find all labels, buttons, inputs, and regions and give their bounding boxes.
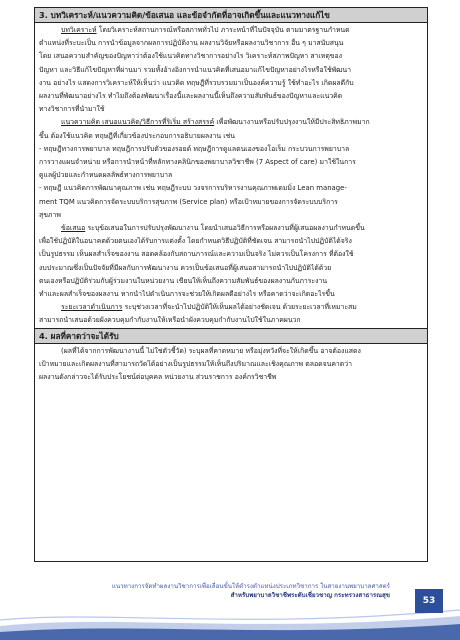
section3-header: 3. บทวิเคราะห์/แนวความคิด/ข้อเสนอ และข้อจำกัดที่อาจเกิดขึ้นและแนวทางแก้ไข [35, 8, 427, 23]
section3-line [39, 196, 423, 209]
section3-line-text: ขึ้น ต้องใช้แนวคิด ทฤษฎีที่เกี่ยวข้องประกอบการอธิบายผลงาน เช่น [39, 131, 235, 140]
section3-line [39, 209, 423, 222]
section3-line [39, 143, 423, 156]
section3-line [39, 288, 423, 301]
section3-line [39, 103, 423, 116]
section4-line: ผลงานดังกล่าวจะได้รับประโยชน์ต่อบุคคล หน่วยงาน ส่วนราชการ องค์กรวิชาชีพ [39, 373, 277, 382]
section3-line-lead: ระยะเวลาดำเนินการ [61, 303, 123, 312]
section3-line-lead: บทวิเคราะห์ [61, 26, 97, 34]
section3-line-text: ระบุข้อเสนอในการปรับปรุงพัฒนางาน โดยนำเสนอวิธีการหรือผลงานที่ผู้เสนอผลงานกำหนดขึ้น [85, 224, 365, 233]
section3-line [39, 116, 423, 129]
section3-line-text: เป็นรูปธรรม เห็นผลสำเร็จของงาน สอดคล้องกับสถานการณ์และความเป็นจริง ไม่ควรเป็นโครงการ ที่ต้องใช้ [39, 250, 354, 259]
section3-line-lead: แนวความคิด เสนอแนวคิด/วิธีการที่ริเริ่ม สร้างสรรค์ [61, 118, 215, 127]
section4-line: (ผลที่ได้จากการพัฒนางานนี้ ไม่ใช่ตัวชี้วัด) ระบุผลที่คาดหมาย หรือมุ่งหวังที่จะให้เกิดขึ้น อาจต้องแสดง [61, 346, 361, 355]
section3-line-text: ผลงานที่พัฒนาอย่างไร ทำไมถึงต้องพัฒนาเรื่องนี้และผลงานนี้เห็นถึงความสัมพันธ์ของปัญหาและแนวคิด [39, 92, 343, 101]
section3-line-text: - ทฤษฎีทางการพยาบาล ทฤษฎีการปรับตัวของรอยด์ ทฤษฎีการดูแลตนเองของโอเร็ม กระบวนการพยาบาล [39, 144, 350, 153]
section3-line-lead: ข้อเสนอ [61, 224, 86, 233]
section3-line-text: งบประมาณซึ่งเป็นปัจจัยที่มีผลกับการพัฒนางาน ควรเป็นข้อเสนอที่ผู้เสนอสามารถนำไปปฏิบัติได้ด้วย [39, 263, 332, 272]
section3-line [39, 77, 423, 90]
footer-wave-decoration [0, 604, 460, 640]
section3-line [39, 275, 423, 288]
section3-line [39, 248, 423, 261]
section3-line-text: ดูแลผู้ป่วยและกำหนดผลลัพธ์ทางการพยาบาล [39, 171, 173, 180]
section3-line [39, 262, 423, 275]
section3-line-text: ทางวิชาการที่นำมาใช้ [39, 105, 105, 114]
section3-line-text: โดยวิเคราะห์สถานการณ์หรือสภาพทั่วไป ภาระหน้าที่ในปัจจุบัน ตามมาตรฐานกำหนด [96, 26, 350, 34]
section3-line-text: ment TQM แนวคิดการจัดระบบบริการสุขภาพ (Service plan) หรือเป้าหมายของการจัดระบบบริการ [39, 197, 338, 206]
section3-line-text: ตำแหน่งที่ระบะเป็น การนำข้อมูลจากผลการปฏิบัติงาน ผลงานวิจัยหรือผลงานวิชาการ อื่น ๆ มาสนับสนุน [39, 39, 344, 48]
section3-line-text: ปัญหา และวิธีแก้ไขปัญหาที่ผ่านมา รวมทั้งอ้างอิงการนำแนวคิดที่เสนอมาแก้ไขปัญหาอย่างไรหรือใช้พัฒนา [39, 65, 351, 74]
section3-body [35, 23, 427, 328]
section3-line-text: การวางแผนจำหน่าย หรือการนำหน้าที่หลักทางคลินิกของพยาบาลวิชาชีพ (7 Aspect of care) มาใช้ในการ [39, 158, 356, 167]
section3-line [39, 182, 423, 195]
section3-line [39, 169, 423, 182]
section3-line [39, 314, 423, 327]
section3-line [39, 64, 423, 77]
section3-line-text: โดย เสนอความสำคัญของปัญหาว่าต้องใช้แนวคิดทางวิชาการอย่างไร วิเคราะห์สภาพปัญหา สาเหตุของ [39, 52, 343, 61]
section4-line: เป้าหมายและเกิดผลงานที่สามารถวัดได้อย่างเป็นรูปธรรมให้เห็นถึงปริมาณและเชิงคุณภาพ ตลอดจนคาดว่า [39, 359, 353, 368]
section3-line-text: ตนเองหรือปฏิบัติร่วมกับผู้ร่วมงานในหน่วยงาน เขียนให้เห็นถึงความสัมพันธ์ของผลงานกับภาระงาน [39, 276, 328, 285]
section3-line [39, 90, 423, 103]
section3-line [39, 301, 423, 314]
section3-line-text: สามารถนำเสนอด้วยผังควบคุมกำกับงานให้เหรือนำผังควบคุมกำกับงานไปใช้ในภาคผนวก [39, 316, 301, 325]
footer-caption [70, 582, 390, 600]
section3-line-text: เพื่อใช้ปฏิบัติในอนาคตด้วยตนเองได้รับการแต่งตั้ง โดยกำหนดวิธีปฏิบัติที่ชัดเจน สามารถนำไปปฏิบัติได้จริง [39, 237, 352, 246]
content-frame [34, 7, 428, 562]
section3-line [39, 156, 423, 169]
section3-line [39, 50, 423, 63]
section4-body [35, 344, 427, 385]
section3-line [39, 222, 423, 235]
section3-line-text: เพื่อพัฒนางานหรือปรับปรุงงานให้มีประสิทธิภาพมาก [214, 118, 370, 127]
section3-line [39, 24, 423, 37]
section3-line [39, 130, 423, 143]
section3-line-text: ทำและผลสำเร็จของผลงาน หากนำไปดำเนินการจะช่วยให้เกิดผลดีอย่างไร หรือคาดว่าจะเกิดอะไรขึ้น [39, 290, 335, 299]
footer-line1: แนวทางการจัดทำผลงานวิชาการเพื่อเลื่อนขั้นให้ดำรงตำแหน่งประเภทวิชาการ ในสายงานพยาบาลศาสตร์ [111, 583, 390, 590]
section3-line-text: งาน อย่างไร แสดงการวิเคราะห์ให้เห็นว่า แนวคิด ทฤษฎีที่รวบรวมมาเป็นองค์ความรู้ ใช้ทำอะไร เกิดผลดีกับ [39, 78, 354, 87]
page-number: 53 [415, 589, 443, 613]
footer-line2: สำหรับพยาบาลวิชาชีพระดับเชี่ยวชาญ กระทรวงสาธารณสุข [230, 592, 390, 599]
section3-line-text: สุขภาพ [39, 210, 61, 219]
section3-line [39, 235, 423, 248]
section3-line [39, 37, 423, 50]
section3-line-text: ระบุช่วงเวลาที่จะนำไปปฏิบัติให้เห็นผลได้อย่างชัดเจน ด้วยระยะเวลาที่เหมาะสม [122, 303, 357, 312]
section4-header: 4. ผลที่คาดว่าจะได้รับ [35, 328, 427, 344]
section3-line-text: - ทฤษฎี แนวคิดการพัฒนาคุณภาพ เช่น ทฤษฎีระบบ วงจรการบริหารงานคุณภาพเดมมิ่ง Lean manage- [39, 184, 347, 193]
